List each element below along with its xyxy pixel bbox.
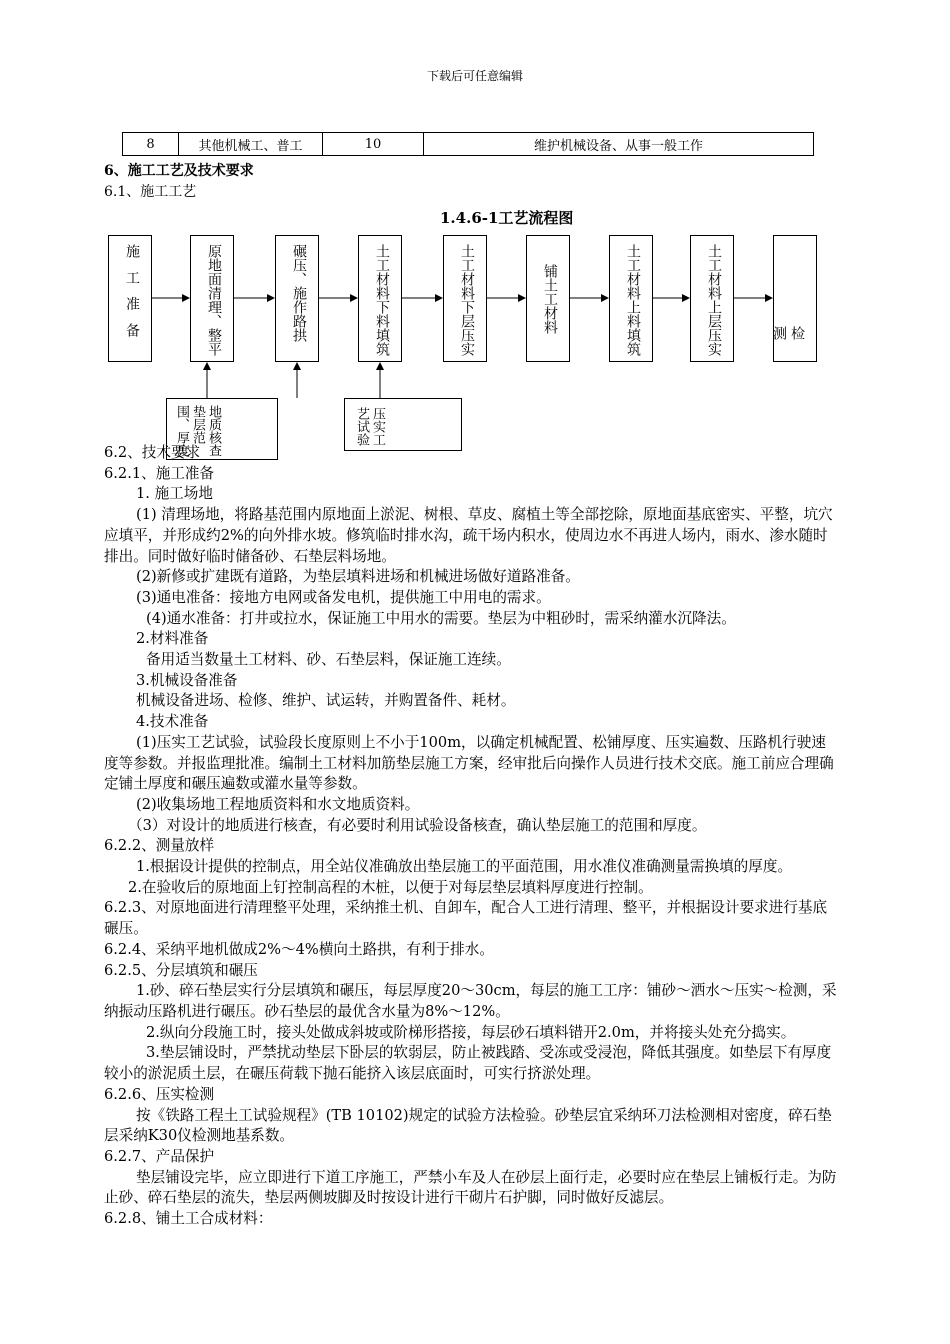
subheading: 3.机械设备准备 <box>136 671 238 689</box>
heading-6-2-8: 6.2.8、铺土工合成材料： <box>104 1210 273 1228</box>
paragraph: (1)压实工艺试验，试验段长度原则上不小于100m，以确定机械配置、松铺厚度、压实遍数、压路机行驶速度等参数。并报监理批准。编制土工材料加筋垫层施工方案，经审批后向操作人员进行技术交底。施工前应合理确定铺土厚度和碾压遍数或灌水量等参数。 <box>104 733 834 793</box>
paragraph: 机械设备进场、检修、维护、试运转，并购置备件、耗材。 <box>136 692 516 710</box>
paragraph: (4)通水准备：打井或拉水，保证施工中用水的需要。垫层为中粗砂时，需采纳灌水沉降法。 <box>146 609 736 627</box>
heading-6-2: 6.2、技术要求 <box>104 444 201 461</box>
flow-step-label: 碾压、施作路拱 <box>291 244 307 342</box>
paragraph: (2)新修或扩建既有道路，为垫层填料进场和机械进场做好道路准备。 <box>136 568 580 586</box>
flow-step-label: 检 测 <box>771 326 805 368</box>
section-6-1-title: 6.1、施工工艺 <box>104 184 197 200</box>
body-text <box>104 443 839 1230</box>
paragraph: (3)通电准备：接地方电网或备发电机，提供施工中用电的需求。 <box>136 588 551 606</box>
heading-6-2-5: 6.2.5、分层填筑和碾压 <box>104 961 258 979</box>
section-6-title: 6、施工工艺及技术要求 <box>104 163 254 179</box>
subheading: 2.材料准备 <box>136 630 209 648</box>
subheading: 4.技术准备 <box>136 713 209 731</box>
paragraph: 1.砂、碎石垫层实行分层填筑和碾压，每层厚度20～30cm，每层的施工工序：铺砂～洒水～压实～检测，采纳振动压路机进行碾压。砂石垫层的最优含水量为8%～12%。 <box>104 982 837 1020</box>
table-cell-count: 10 <box>323 133 424 156</box>
paragraph: 2.在验收后的原地面上钉控制高程的木桩，以便于对每层垫层填料厚度进行控制。 <box>128 878 653 896</box>
flow-step-label: 铺土工材料 <box>542 264 558 334</box>
flow-step-label: 施 工 准 备 <box>124 244 140 342</box>
heading-6-2-2: 6.2.2、测量放样 <box>104 837 215 855</box>
paragraph: (2)收集场地工程地质资料和水文地质资料。 <box>136 795 420 813</box>
paragraph: 垫层铺设完毕，应立即进行下道工序施工，严禁小车及人在砂层上面行走，必要时应在垫层上铺板行走。为防止砂、碎石垫层的流失，垫层两侧坡脚及时按设计进行干砌片石护脚，同时做好反滤层。 <box>104 1168 837 1207</box>
table-cell-no: 8 <box>123 133 179 156</box>
heading-6-2-7: 6.2.7、产品保护 <box>104 1147 215 1165</box>
paragraph: 2.纵向分段施工时，接头处做成斜坡或阶梯形搭接，每层砂石填料错开2.0m，并将接头处充分捣实。 <box>146 1023 796 1041</box>
table-cell-type: 其他机械工、普工 <box>179 133 323 156</box>
subheading: 1. 施工场地 <box>136 485 213 503</box>
flow-step-label: 原地面清理、整平 <box>206 244 222 356</box>
flow-arrows <box>0 0 950 470</box>
paragraph: 1.根据设计提供的控制点，用全站仪准确放出垫层施工的平面范围，用水准仪准确测量需换填的厚度。 <box>136 858 793 876</box>
flow-input-label: 地质核查垫层范围、厚度 <box>174 405 221 457</box>
heading-6-2-1: 6.2.1、施工准备 <box>104 464 215 482</box>
heading-6-2-4: 6.2.4、采纳平地机做成2%～4%横向土路拱，有利于排水。 <box>104 940 494 958</box>
paragraph: 按《铁路工程土工试验规程》(TB 10102)规定的试验方法检验。砂垫层宜采纳环刀法检测相对密度，碎石垫层采纳K30仪检测地基系数。 <box>104 1106 832 1145</box>
table-cell-duty: 维护机械设备、从事一般工作 <box>424 133 814 156</box>
heading-6-2-3: 6.2.3、对原地面进行清理整平处理，采纳推土机、自卸车，配合人工进行清理、整平，并根据设计要求进行基底碾压。 <box>104 899 828 938</box>
flowchart-title: 1.4.6-1工艺流程图 <box>440 209 574 227</box>
paragraph: 备用适当数量土工材料、砂、石垫层料，保证施工连续。 <box>146 651 511 669</box>
heading-6-2-6: 6.2.6、压实检测 <box>104 1085 215 1103</box>
flow-step-label: 土工材料上料填筑 <box>625 244 641 356</box>
paragraph: （3）对设计的地质进行核查，有必要时利用试验设备核查，确认垫层施工的范围和厚度。 <box>128 816 707 834</box>
paragraph: (1) 清理场地，将路基范围内原地面上淤泥、树根、草皮、腐植土等全部挖除，原地面基底密实、平整，坑穴应填平，并形成约2%的向外排水坡。修筑临时排水沟，疏干场内积水，使周边水不再进人场内，雨水、渗水随时排出。同时做好临时储备砂、石垫层料场地。 <box>104 506 833 565</box>
flow-step-label: 土工材料上层压实 <box>706 244 722 356</box>
paragraph: 3.垫层铺设时，严禁扰动垫层下卧层的软弱层，防止被践踏、受冻或受浸泡，降低其强度。如垫层下有厚度较小的淤泥质土层，在碾压荷载下抛石能挤入该层底面时，可实行挤淤处理。 <box>104 1044 832 1083</box>
flow-input-label: 压实工艺试验 <box>354 407 385 446</box>
flow-step-label: 土工材料下层压实 <box>459 244 475 356</box>
flow-step-label: 土工材料下料填筑 <box>374 244 390 356</box>
page-header: 下载后可任意编辑 <box>426 69 523 83</box>
